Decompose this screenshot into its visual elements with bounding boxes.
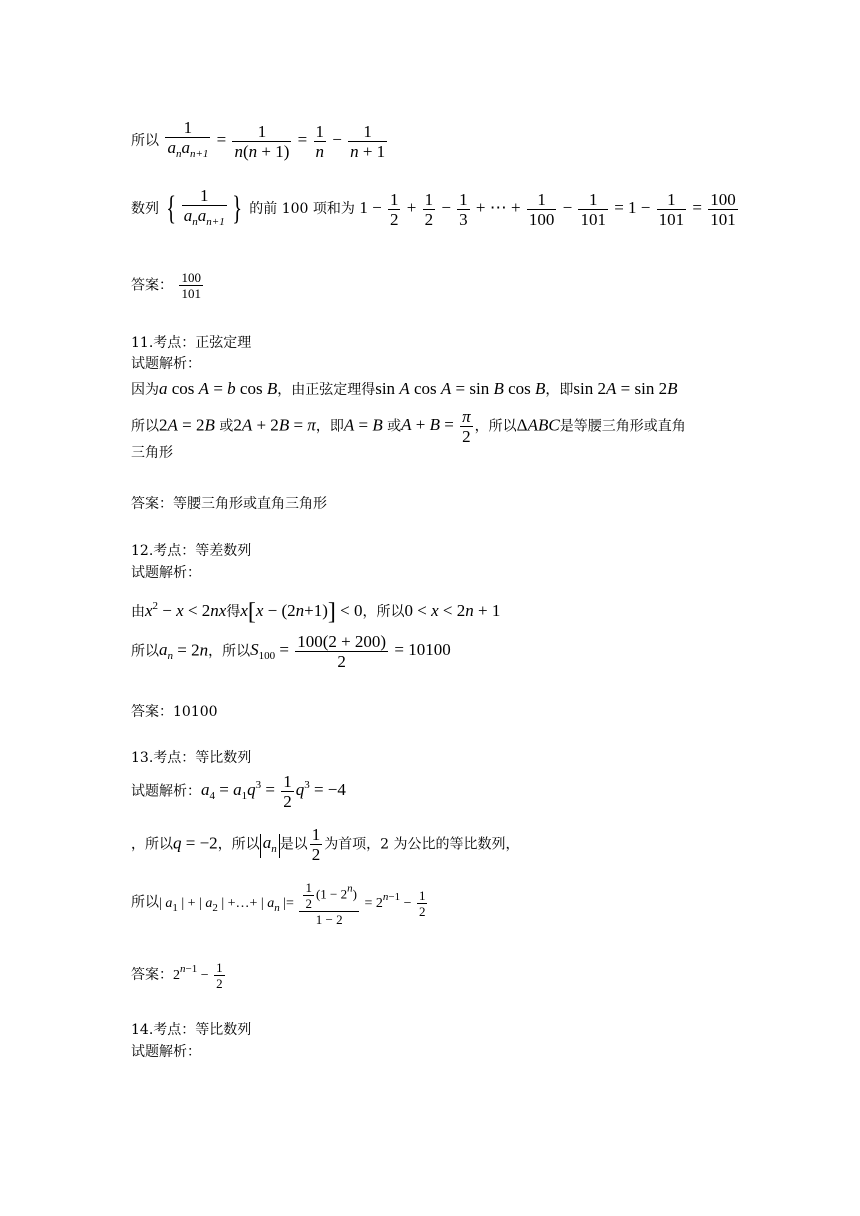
text: 由 xyxy=(131,604,145,620)
text: 数列 xyxy=(131,200,159,217)
q12-line-1 xyxy=(131,597,501,626)
formula: $x^2 - x < 2nx$ xyxy=(145,600,227,620)
text: 为首项，2 为公比的等比数列， xyxy=(324,836,520,853)
analysis-label: 试题解析： xyxy=(131,356,201,372)
q11-line-3: 三角形 xyxy=(131,445,173,461)
answer-line-11: 答案：等腰三角形或直角三角形 xyxy=(131,496,327,512)
formula: $2^{n-1}$ − $\frac{1}{2}$ xyxy=(173,960,223,992)
text: ，所以 xyxy=(217,836,260,853)
formula: 2A + 2B = π xyxy=(233,415,316,435)
formula: 0 < x < 2n + 1 xyxy=(404,601,501,620)
text: ，即 xyxy=(315,418,344,435)
formula: A = B xyxy=(343,415,383,435)
formula: $S_{100}$ = $\frac{100(2 + 200)}{2}$ = 10100 xyxy=(250,632,451,671)
formula-sequence: { $\frac{1}{a_na_{n+1}}$ } xyxy=(166,186,242,228)
formula: | $a_1$ | + | $a_2$ | +…+ | $a_n$ |= $\frac{1}{2}$ $(1 - 2^n)$ 1 − 2 = $2^{n-1}$ − $\frac{1}{2}$ xyxy=(159,880,426,927)
q13-line-3 xyxy=(131,880,429,927)
formula: $a_n = 2n$ xyxy=(159,640,209,663)
question-12-title: 12.考点：等差数列 xyxy=(131,543,252,559)
q12-line-2 xyxy=(131,632,451,671)
question-14-title: 14.考点：等比数列 xyxy=(131,1022,252,1038)
text: ，所以 xyxy=(131,836,173,853)
q13-line-2 xyxy=(131,825,520,864)
answer-label: 答案： xyxy=(131,967,173,983)
q11-line-2 xyxy=(131,407,686,446)
formula: x[x − (2n+1)] < 0 xyxy=(240,599,363,626)
solution-line-sum xyxy=(131,186,740,232)
formula-sum: 1 − $\frac{1}{2}$ + $\frac{1}{2}$ − $\frac{1}{3}$ + ⋯ + $\frac{1}{100}$ − $\frac{1}{101}$ = 1 − $\frac{1}{101}$ = $\frac{100}{101}$ xyxy=(359,189,736,229)
formula: a cos A = b cos B xyxy=(159,379,278,398)
formula: $\frac{100}{101}$ xyxy=(181,270,201,301)
answer-line-12: 答案：10100 xyxy=(131,704,218,720)
formula: $a_4 = a_1q^3$ = $\frac{1}{2}$ $q^3 = -4$ xyxy=(201,772,346,811)
formula: ΔABC xyxy=(516,415,560,435)
formula: $\frac{1}{2}$ xyxy=(311,825,321,864)
text: ，由正弦定理得 xyxy=(277,382,376,398)
text: 或 xyxy=(387,418,402,435)
text: 或 xyxy=(219,418,234,435)
formula: $\frac{1}{a_na_{n+1}}$ = $\frac{1}{n(n + 1)}$ = $\frac{1}{n}$ − $\frac{1}{n + 1}$ xyxy=(167,118,386,161)
text: 所以 xyxy=(131,418,159,435)
formula: A + B = $\frac{\pi}{2}$ xyxy=(401,407,471,446)
answer-line-10 xyxy=(131,270,205,301)
text: 试题解析： xyxy=(131,783,201,800)
text: 得 xyxy=(226,604,241,620)
analysis-label: 试题解析： xyxy=(131,1044,201,1060)
text: 的前 100 项和为 xyxy=(249,200,355,217)
text: ，所以 xyxy=(474,418,517,435)
text: 因为 xyxy=(131,382,159,398)
formula: $a_n$ xyxy=(260,833,280,852)
text: ，即 xyxy=(545,382,574,398)
answer-line-13 xyxy=(131,960,227,991)
q11-line-1 xyxy=(131,380,677,399)
formula: sin A cos A = sin B cos B xyxy=(375,379,546,398)
text: 所以 xyxy=(131,643,159,660)
text: ，所以 xyxy=(208,643,251,660)
formula: q = −2 xyxy=(173,833,218,853)
question-13-title: 13.考点：等比数列 xyxy=(131,750,252,766)
answer-label: 答案： xyxy=(131,277,173,294)
text: 所以 xyxy=(131,894,159,911)
text: 所以 xyxy=(131,132,159,149)
text: ，所以 xyxy=(362,604,405,620)
formula: sin 2A = sin 2B xyxy=(573,379,678,398)
solution-line-reciprocal xyxy=(131,118,389,164)
text: 是等腰三角形或直角 xyxy=(559,418,686,435)
q13-line-1 xyxy=(131,772,346,811)
formula: 2A = 2B xyxy=(159,415,215,435)
question-11-title: 11.考点：正弦定理 xyxy=(131,335,252,351)
text: 是以 xyxy=(279,836,308,853)
analysis-label: 试题解析： xyxy=(131,565,201,581)
